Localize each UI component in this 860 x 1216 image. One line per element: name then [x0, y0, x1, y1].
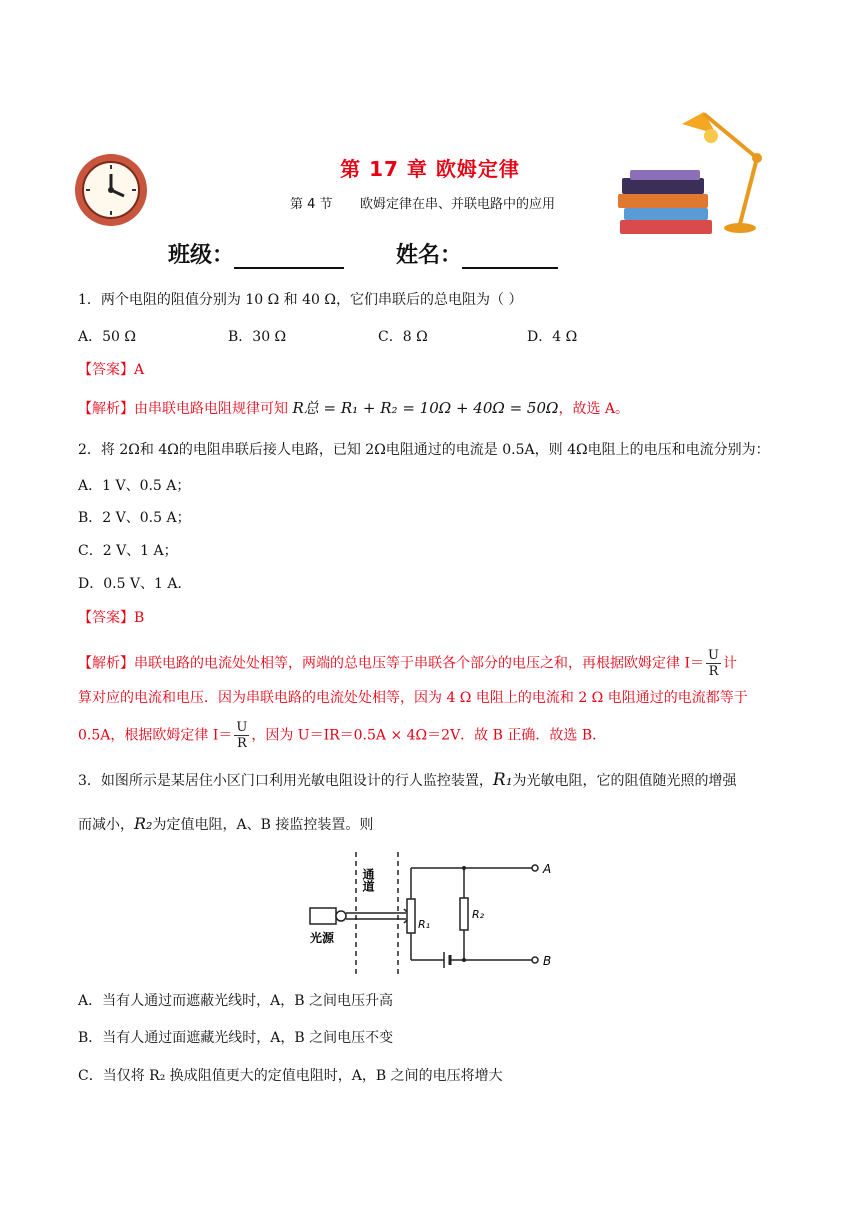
q2-analysis-text-1: 【解析】串联电路的电流处处相等，两端的总电压等于串联各个部分的电压之和，再根据欧姆定律 I＝ [78, 655, 704, 672]
name-field [396, 238, 558, 269]
q3-stem-b: 为光敏电阻，它的阻值随光照的增强 [512, 773, 737, 789]
q1-answer: 【答案】A [78, 362, 145, 378]
q1-analysis [78, 398, 629, 419]
question-3-stem-line-1 [78, 770, 737, 791]
q2-option-b: B．2 V、0.5 A； [78, 510, 191, 526]
q1-analysis-suffix: ，故选 A。 [558, 401, 630, 417]
q2-option-a: A．1 V、0.5 A； [78, 478, 191, 494]
light-source-label: 光源 [310, 931, 335, 945]
ohm-fraction-2: $\frac{U}{R}$ [236, 720, 248, 751]
section-number: 第 4 节 [290, 197, 333, 212]
class-label: 班级： [168, 243, 235, 268]
name-label: 姓名： [396, 243, 463, 268]
chapter-title: 第 17 章 欧姆定律 [340, 157, 520, 181]
q3-r2-symbol: R₂ [134, 814, 153, 833]
q2-option-d: D．0.5 V、1 A． [78, 576, 192, 592]
q3-stem-d: 为定值电阻，A、B 接监控装置。则 [152, 817, 374, 833]
q2-analysis-text-1-end: 计 [722, 655, 737, 672]
r1-label: R₁ [418, 918, 431, 931]
q3-option-c: C．当仅将 R₂ 换成阻值更大的定值电阻时，A，B 之间的电压将增大 [78, 1068, 503, 1084]
q1-option-b: B．30 Ω [228, 329, 287, 345]
section-title: 欧姆定律在串、并联电路中的应用 [360, 197, 556, 212]
ohm-fraction-1: $\frac{U}{R}$ [707, 648, 719, 679]
q2-analysis-line-2: 算对应的电流和电压．因为串联电路的电流处处相等，因为 4 Ω 电阻上的电流和 2 Ω 电阻通过的电流都等于 [78, 690, 748, 706]
terminal-b-label: B [543, 954, 552, 968]
q1-analysis-prefix: 【解析】由串联电路电阻规律可知 [78, 401, 288, 417]
q3-stem-a: 3．如图所示是某居住小区门口利用光敏电阻设计的行人监控装置， [78, 773, 493, 789]
q2-analysis-line-3 [78, 720, 606, 751]
question-1-stem: 1．两个电阻的阻值分别为 10 Ω 和 40 Ω，它们串联后的总电阻为（ ） [78, 292, 523, 308]
class-blank[interactable] [234, 245, 344, 269]
q2-analysis-text-3b: ，因为 U＝IR＝0.5A × 4Ω＝2V．故 B 正确．故选 B． [251, 727, 607, 744]
q2-analysis-line-1 [78, 648, 737, 679]
q2-option-c: C．2 V、1 A； [78, 543, 178, 559]
q1-option-c: C．8 Ω [378, 329, 428, 345]
channel-label-1: 通道 [361, 868, 375, 892]
q1-option-d: D．4 Ω [527, 329, 578, 345]
q3-stem-c: 而减小， [78, 817, 134, 833]
q3-option-a: A．当有人通过而遮蔽光线时，A，B 之间电压升高 [78, 993, 393, 1009]
circuit-diagram [306, 852, 560, 976]
terminal-a-label: A [543, 862, 552, 876]
q3-option-b: B．当有人通过面遮藏光线时，A，B 之间电压不变 [78, 1030, 394, 1046]
question-2-stem: 2．将 2Ω和 4Ω的电阻串联后接人电路，已知 2Ω电阻通过的电流是 0.5A，则 4Ω电阻上的电压和电流分别为： [78, 442, 770, 458]
question-3-stem-line-2 [78, 814, 373, 835]
class-field [168, 238, 344, 269]
q2-analysis-text-3a: 0.5A，根据欧姆定律 I＝ [78, 727, 233, 744]
q2-answer: 【答案】B [78, 610, 145, 626]
q3-r1-symbol: R₁ [492, 770, 513, 790]
q1-option-a: A．50 Ω [78, 329, 136, 345]
name-blank[interactable] [462, 245, 558, 269]
r2-label: R₂ [472, 908, 485, 921]
q1-formula: R总 = R₁ + R₂ = 10Ω + 40Ω = 50Ω [292, 399, 559, 417]
